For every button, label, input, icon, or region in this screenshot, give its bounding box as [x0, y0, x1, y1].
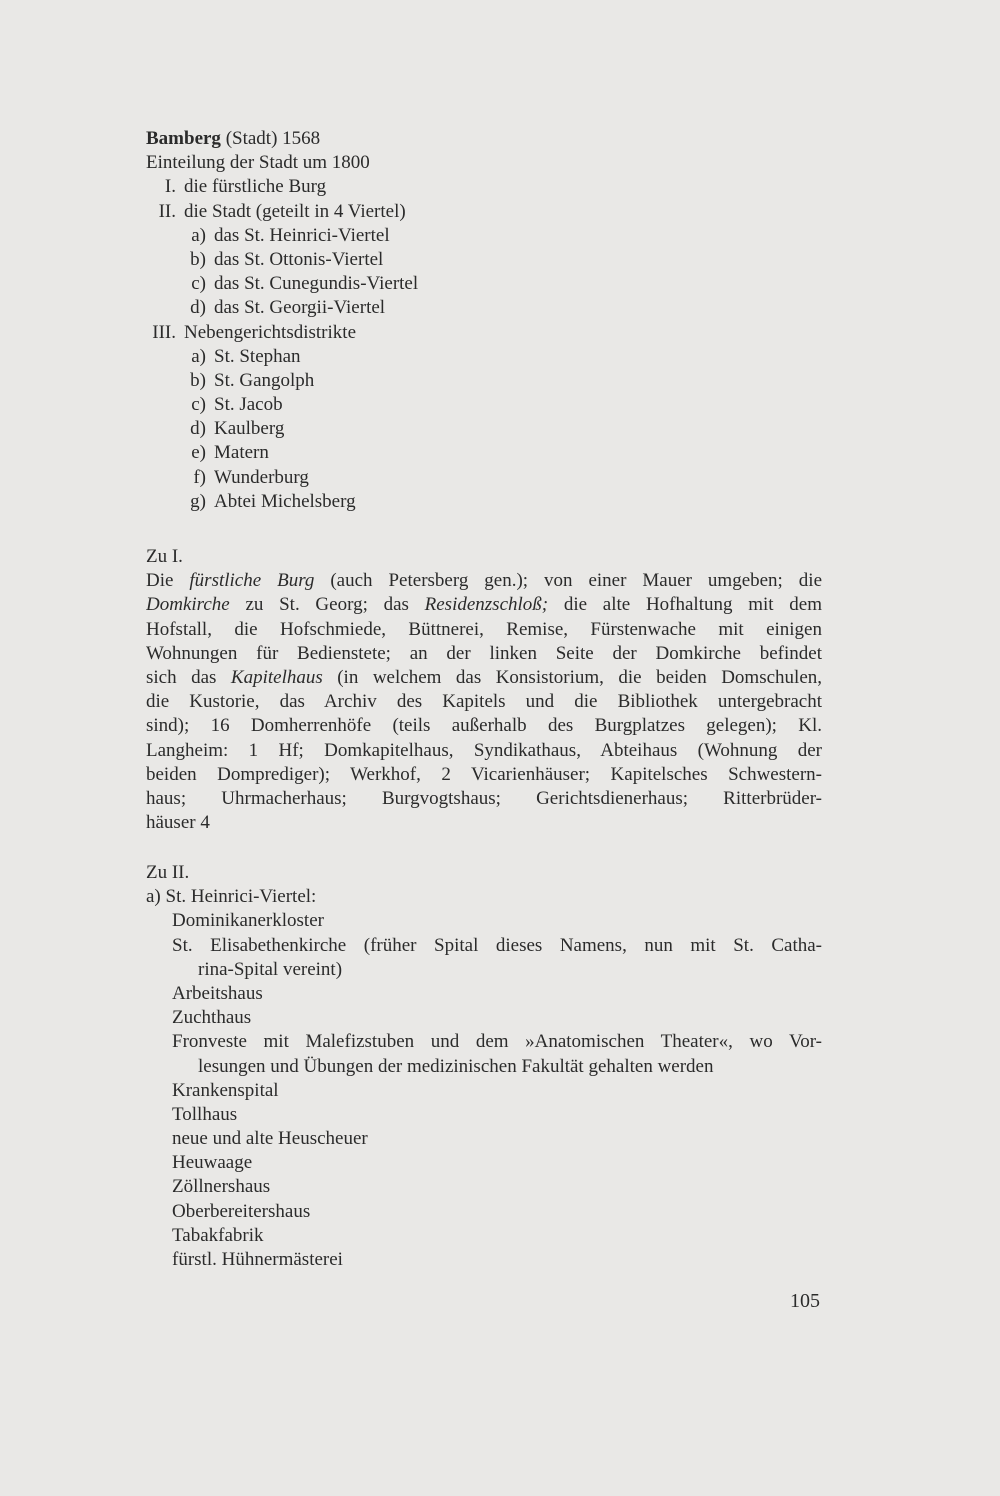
place-subtitle: (Stadt) 1568	[225, 128, 321, 149]
place-title: Bamberg	[146, 128, 221, 149]
list-item: Zuchthaus	[172, 1007, 252, 1029]
section-zu-i	[146, 545, 822, 835]
outline-subitem: d) das St. Georgii-Viertel	[190, 297, 386, 319]
section-heading: Zu II.	[146, 862, 190, 883]
page-number: 105	[790, 1290, 820, 1312]
section-zu-ii	[146, 861, 822, 1272]
district-label: a) St. Heinrici-Viertel:	[146, 886, 317, 908]
paragraph-line: Wohnungen für Bedienstete; an der linken Seite der Domkirche befindet	[146, 642, 822, 664]
list-item: Oberbereitershaus	[172, 1200, 311, 1222]
list-item: neue und alte Heuscheuer	[172, 1128, 368, 1150]
list-item: St. Elisabethenkirche (früher Spital dieses Namens, nun mit St. Catha-	[172, 934, 822, 956]
paragraph-line: haus; Uhrmacherhaus; Burgvogtshaus; Gerichtsdienerhaus; Ritterbrüder-	[146, 787, 822, 809]
outline-subitem: g) Abtei Michelsberg	[190, 490, 356, 512]
outline-subitem: a) St. Stephan	[191, 345, 301, 367]
list-item: Fronveste mit Malefizstuben und dem »Anatomischen Theater«, wo Vor-	[172, 1031, 822, 1053]
outline-item-i: I. die fürstliche Burg	[164, 176, 327, 198]
list-item: Tabakfabrik	[172, 1224, 264, 1246]
outline-subitem: a) das St. Heinrici-Viertel	[191, 224, 390, 246]
paragraph-line: beiden Domprediger); Werkhof, 2 Vicarienhäuser; Kapitelsches Schwestern-	[146, 763, 822, 785]
list-item: Zöllnershaus	[172, 1176, 271, 1198]
paragraph-line: die Kustorie, das Archiv des Kapitels und die Bibliothek untergebracht	[146, 691, 822, 713]
division-title: Einteilung der Stadt um 1800	[146, 152, 370, 174]
paragraph-line: Domkirche zu St. Georg; das Residenzschloß; die alte Hofhaltung mit dem	[146, 594, 822, 616]
outline-subitem: d) Kaulberg	[190, 418, 285, 440]
outline-item-ii: II. die Stadt (geteilt in 4 Viertel)	[158, 200, 406, 222]
list-item: fürstl. Hühnermästerei	[172, 1249, 343, 1270]
outline-subitem: c) das St. Cunegundis-Viertel	[191, 273, 419, 295]
paragraph-line: Hofstall, die Hofschmiede, Büttnerei, Remise, Fürstenwache mit einigen	[146, 618, 822, 640]
outline-subitem: b) St. Gangolph	[190, 369, 315, 391]
paragraph-line: häuser 4	[146, 812, 210, 834]
list-item-continuation: rina-Spital vereint)	[198, 958, 343, 980]
outline-subitem: c) St. Jacob	[191, 394, 283, 416]
outline-section	[146, 127, 822, 514]
paragraph-line: Langheim: 1 Hf; Domkapitelhaus, Syndikathaus, Abteihaus (Wohnung der	[146, 739, 822, 761]
outline-subitem: f) Wunderburg	[193, 466, 309, 488]
list-item: Heuwaage	[172, 1152, 253, 1174]
list-item: Tollhaus	[172, 1103, 238, 1125]
paragraph-line: sich das Kapitelhaus (in welchem das Konsistorium, die beiden Domschulen,	[146, 666, 822, 688]
heading-line	[146, 127, 822, 151]
paragraph-line: Die fürstliche Burg (auch Petersberg gen.); von einer Mauer umgeben; die	[146, 570, 822, 592]
list-item: Arbeitshaus	[172, 982, 263, 1004]
outline-subitem: e) Matern	[191, 442, 269, 464]
list-item: Krankenspital	[172, 1079, 279, 1101]
outline-item-iii: III. Nebengerichtsdistrikte	[152, 321, 357, 343]
paragraph-line: sind); 16 Domherrenhöfe (teils außerhalb des Burgplatzes gelegen); Kl.	[146, 715, 822, 737]
list-item: Dominikanerkloster	[172, 910, 324, 932]
section-heading: Zu I.	[146, 546, 183, 567]
list-item-continuation: lesungen und Übungen der medizinischen Fakultät gehalten werden	[198, 1055, 714, 1077]
outline-subitem: b) das St. Ottonis-Viertel	[190, 248, 384, 270]
